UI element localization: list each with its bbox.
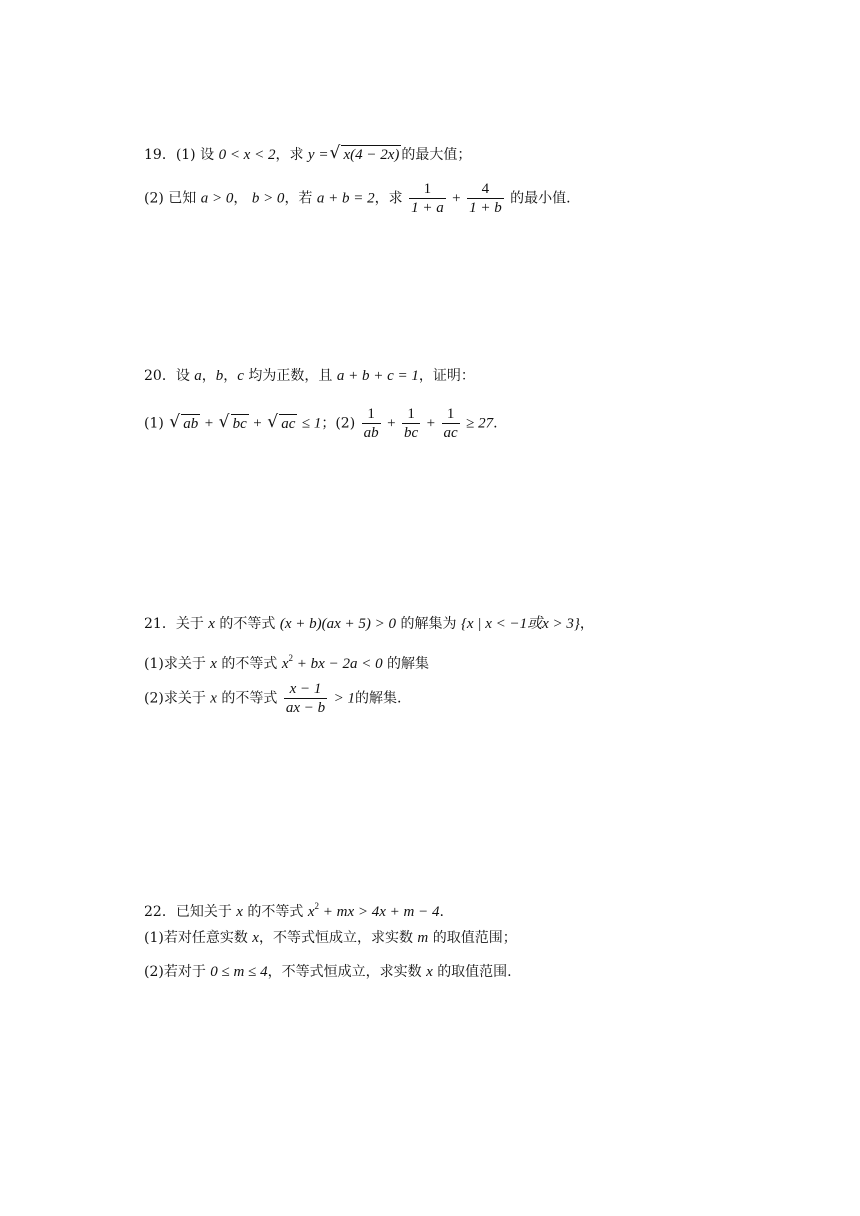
q20-line1: 20．设 a，b，c 均为正数，且 a + b + c = 1，证明： — [144, 368, 475, 384]
fraction: $\frac{1}{1 + a}$ — [411, 181, 444, 216]
fraction: $\frac{1}{bc}$ — [404, 406, 419, 441]
q19-line2: (2) 已知 a > 0， b > 0，若 a + b = 2，求 $\frac{1}{1 + a}$ + $\frac{4}{1 + b}$ 的最小值. — [144, 181, 571, 216]
q22-line1: 22．已知关于 x 的不等式 $x^2$ + mx > 4x + m − 4. — [144, 901, 444, 920]
q21-line2: (1)求关于 x 的不等式 $x^2$ + bx − 2a < 0 的解集 — [144, 653, 430, 672]
q21-line3: (2)求关于 x 的不等式 $\frac{x - 1}{ax - b}$ > 1的解集. — [144, 681, 402, 716]
fraction: $\frac{1}{ab}$ — [363, 406, 379, 441]
sqrt: √ x(4 − 2x) — [330, 145, 401, 165]
q21-line1: 21．关于 x 的不等式 (x + b)(ax + 5) > 0 的解集为 {x | x < −1或x > 3}， — [144, 616, 594, 632]
fraction: $\frac{4}{1 + b}$ — [469, 181, 502, 216]
q19-line1: 19．(1) 设 0 < x < 2，求 y =√ x(4 − 2x) 的最大值； — [144, 145, 471, 165]
sqrt: √ bc — [220, 414, 249, 434]
sqrt: √ ab — [170, 414, 200, 434]
q22-line3: (2)若对于 0 ≤ m ≤ 4，不等式恒成立，求实数 x 的取值范围. — [144, 964, 512, 980]
fraction: $\frac{x - 1}{ax - b}$ — [285, 681, 326, 716]
q20-line2: (1) √ ab + √ bc + √ ac ≤ 1；(2) $\frac{1}{ab}$ + $\frac{1}{bc}$ + $\frac{1}{ac}$ ≥ 27. — [144, 405, 498, 442]
sqrt: √ ac — [268, 414, 297, 434]
fraction: $\frac{1}{ac}$ — [443, 406, 458, 441]
q22-line2: (1)若对任意实数 x，不等式恒成立，求实数 m 的取值范围； — [144, 930, 517, 946]
